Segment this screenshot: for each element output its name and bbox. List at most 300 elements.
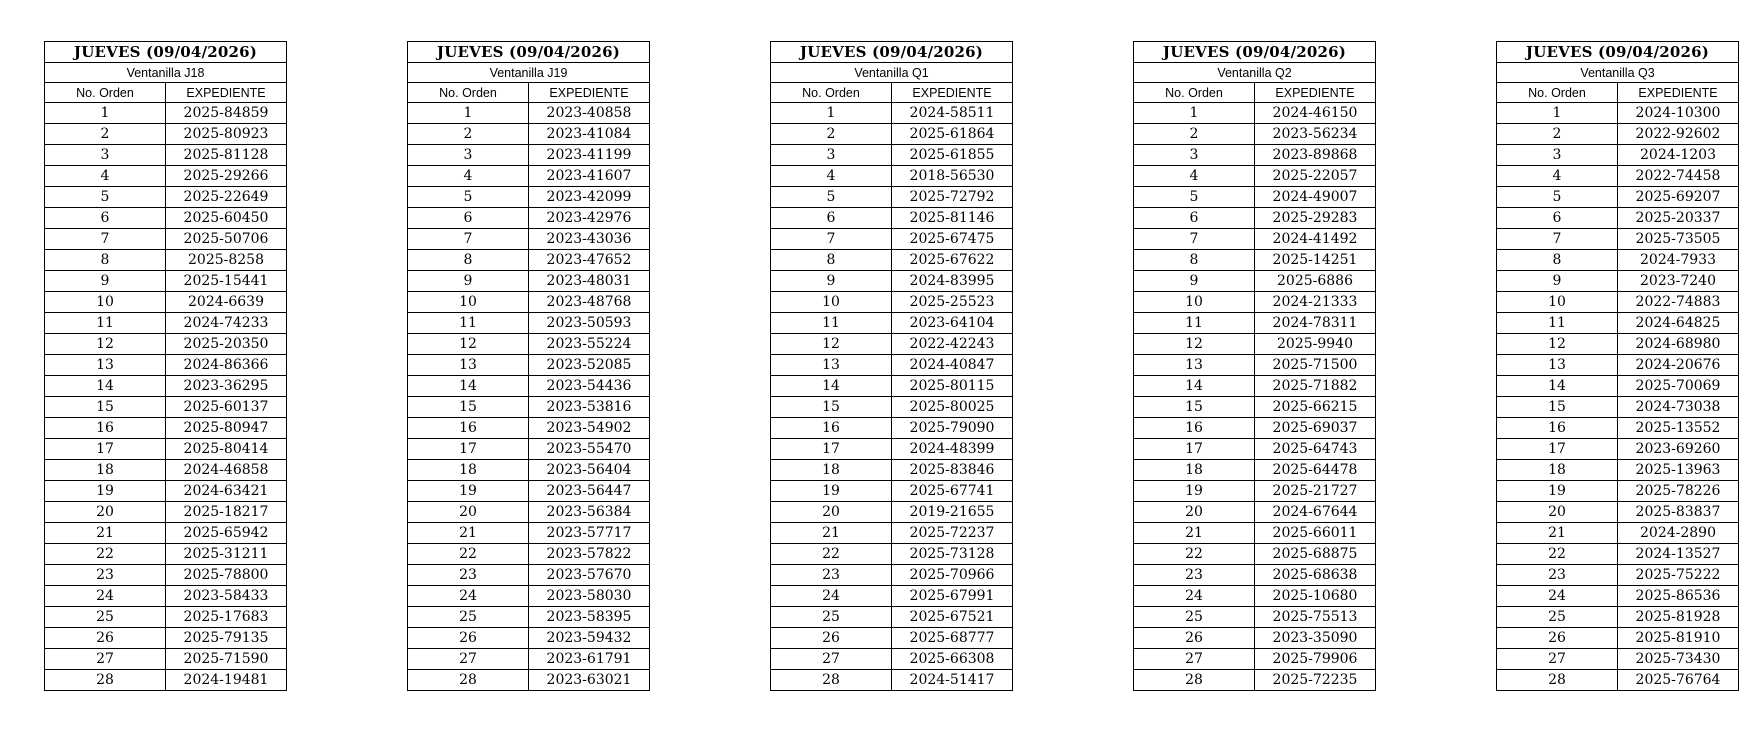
file-number-cell: 2025-71500	[1255, 355, 1376, 376]
table-row	[1134, 481, 1376, 502]
order-number-cell: 11	[1134, 313, 1255, 334]
table-row	[408, 439, 650, 460]
file-number-cell: 2024-48399	[892, 439, 1013, 460]
order-number-cell: 3	[45, 145, 166, 166]
table-row	[1497, 208, 1739, 229]
table-row	[771, 397, 1013, 418]
file-number-cell: 2025-72792	[892, 187, 1013, 208]
order-number-cell: 24	[408, 586, 529, 607]
file-number-cell: 2025-67521	[892, 607, 1013, 628]
table-row	[408, 502, 650, 523]
table-row	[45, 502, 287, 523]
table-row	[408, 481, 650, 502]
file-number-cell: 2025-83846	[892, 460, 1013, 481]
file-number-cell: 2025-22649	[166, 187, 287, 208]
table-row	[408, 250, 650, 271]
table-row	[1134, 313, 1376, 334]
order-number-cell: 10	[1497, 292, 1618, 313]
table-row	[45, 586, 287, 607]
table-row	[1497, 124, 1739, 145]
file-number-cell: 2023-42099	[529, 187, 650, 208]
table-row	[408, 271, 650, 292]
file-number-cell: 2025-70069	[1618, 376, 1739, 397]
table-row	[1134, 334, 1376, 355]
table-row	[408, 523, 650, 544]
table-row	[1497, 418, 1739, 439]
order-number-cell: 21	[45, 523, 166, 544]
file-number-cell: 2025-6886	[1255, 271, 1376, 292]
column-header-order: No. Orden	[408, 83, 529, 103]
order-number-cell: 25	[408, 607, 529, 628]
table-row	[45, 124, 287, 145]
order-number-cell: 10	[408, 292, 529, 313]
file-number-cell: 2023-41607	[529, 166, 650, 187]
table-row	[1497, 586, 1739, 607]
table-row	[1497, 334, 1739, 355]
order-number-cell: 7	[1134, 229, 1255, 250]
order-number-cell: 18	[1134, 460, 1255, 481]
table-body	[408, 103, 650, 691]
order-number-cell: 27	[1134, 649, 1255, 670]
sheet-ventanilla-j18	[44, 41, 286, 691]
table-row	[45, 103, 287, 124]
file-number-cell: 2025-72237	[892, 523, 1013, 544]
order-number-cell: 28	[771, 670, 892, 691]
table-row	[45, 334, 287, 355]
table-body	[45, 103, 287, 691]
order-number-cell: 24	[771, 586, 892, 607]
table-row	[45, 166, 287, 187]
order-number-cell: 6	[771, 208, 892, 229]
file-number-cell: 2025-84859	[166, 103, 287, 124]
order-number-cell: 17	[45, 439, 166, 460]
file-number-cell: 2023-54902	[529, 418, 650, 439]
order-number-cell: 6	[1497, 208, 1618, 229]
file-number-cell: 2025-64478	[1255, 460, 1376, 481]
table-title: JUEVES (09/04/2026)	[1497, 42, 1739, 63]
table-row	[1134, 586, 1376, 607]
file-number-cell: 2023-57717	[529, 523, 650, 544]
order-number-cell: 27	[771, 649, 892, 670]
file-number-cell: 2025-61864	[892, 124, 1013, 145]
file-number-cell: 2024-6639	[166, 292, 287, 313]
file-number-cell: 2025-81128	[166, 145, 287, 166]
queue-table	[1496, 41, 1739, 691]
table-title: JUEVES (09/04/2026)	[408, 42, 650, 63]
file-number-cell: 2025-79135	[166, 628, 287, 649]
file-number-cell: 2025-13963	[1618, 460, 1739, 481]
table-row	[408, 376, 650, 397]
order-number-cell: 21	[1134, 523, 1255, 544]
window-name: Ventanilla Q3	[1497, 63, 1739, 83]
file-number-cell: 2024-7933	[1618, 250, 1739, 271]
file-number-cell: 2025-79090	[892, 418, 1013, 439]
file-number-cell: 2025-66215	[1255, 397, 1376, 418]
file-number-cell: 2025-65942	[166, 523, 287, 544]
file-number-cell: 2025-60450	[166, 208, 287, 229]
table-row	[771, 334, 1013, 355]
table-row	[1134, 607, 1376, 628]
order-number-cell: 14	[45, 376, 166, 397]
table-row	[1134, 208, 1376, 229]
order-number-cell: 15	[1134, 397, 1255, 418]
table-row	[1134, 649, 1376, 670]
order-number-cell: 11	[408, 313, 529, 334]
order-number-cell: 13	[1134, 355, 1255, 376]
order-number-cell: 15	[1497, 397, 1618, 418]
order-number-cell: 19	[1497, 481, 1618, 502]
file-number-cell: 2025-68777	[892, 628, 1013, 649]
order-number-cell: 27	[408, 649, 529, 670]
file-number-cell: 2023-56384	[529, 502, 650, 523]
order-number-cell: 25	[1497, 607, 1618, 628]
order-number-cell: 25	[1134, 607, 1255, 628]
order-number-cell: 23	[45, 565, 166, 586]
table-body	[1497, 103, 1739, 691]
table-row	[45, 229, 287, 250]
table-title: JUEVES (09/04/2026)	[1134, 42, 1376, 63]
order-number-cell: 26	[45, 628, 166, 649]
file-number-cell: 2024-86366	[166, 355, 287, 376]
table-row	[408, 565, 650, 586]
order-number-cell: 24	[1134, 586, 1255, 607]
table-row	[771, 208, 1013, 229]
table-row	[1134, 502, 1376, 523]
order-number-cell: 25	[771, 607, 892, 628]
order-number-cell: 8	[771, 250, 892, 271]
table-row	[771, 670, 1013, 691]
file-number-cell: 2023-43036	[529, 229, 650, 250]
order-number-cell: 4	[1134, 166, 1255, 187]
order-number-cell: 8	[45, 250, 166, 271]
window-name: Ventanilla J18	[45, 63, 287, 83]
order-number-cell: 2	[408, 124, 529, 145]
file-number-cell: 2024-21333	[1255, 292, 1376, 313]
order-number-cell: 16	[45, 418, 166, 439]
queue-table	[44, 41, 287, 691]
order-number-cell: 1	[45, 103, 166, 124]
table-row	[1497, 229, 1739, 250]
table-row	[771, 166, 1013, 187]
file-number-cell: 2025-73505	[1618, 229, 1739, 250]
table-row	[45, 397, 287, 418]
table-row	[1134, 166, 1376, 187]
file-number-cell: 2025-75222	[1618, 565, 1739, 586]
file-number-cell: 2025-71590	[166, 649, 287, 670]
order-number-cell: 13	[771, 355, 892, 376]
file-number-cell: 2025-9940	[1255, 334, 1376, 355]
file-number-cell: 2025-13552	[1618, 418, 1739, 439]
order-number-cell: 19	[771, 481, 892, 502]
file-number-cell: 2024-58511	[892, 103, 1013, 124]
queue-table	[407, 41, 650, 691]
order-number-cell: 17	[1497, 439, 1618, 460]
table-row	[1497, 271, 1739, 292]
table-row	[1497, 145, 1739, 166]
order-number-cell: 3	[408, 145, 529, 166]
order-number-cell: 6	[408, 208, 529, 229]
file-number-cell: 2025-64743	[1255, 439, 1376, 460]
file-number-cell: 2025-80025	[892, 397, 1013, 418]
file-number-cell: 2024-64825	[1618, 313, 1739, 334]
file-number-cell: 2025-68638	[1255, 565, 1376, 586]
table-row	[771, 439, 1013, 460]
file-number-cell: 2025-67622	[892, 250, 1013, 271]
order-number-cell: 23	[1497, 565, 1618, 586]
order-number-cell: 13	[45, 355, 166, 376]
table-row	[408, 124, 650, 145]
order-number-cell: 21	[771, 523, 892, 544]
file-number-cell: 2023-59432	[529, 628, 650, 649]
table-row	[45, 481, 287, 502]
order-number-cell: 22	[45, 544, 166, 565]
order-number-cell: 2	[771, 124, 892, 145]
order-number-cell: 22	[1497, 544, 1618, 565]
table-row	[1134, 397, 1376, 418]
order-number-cell: 12	[408, 334, 529, 355]
file-number-cell: 2023-7240	[1618, 271, 1739, 292]
order-number-cell: 10	[771, 292, 892, 313]
table-row	[1497, 250, 1739, 271]
order-number-cell: 5	[1134, 187, 1255, 208]
file-number-cell: 2025-79906	[1255, 649, 1376, 670]
table-row	[771, 418, 1013, 439]
order-number-cell: 15	[408, 397, 529, 418]
order-number-cell: 4	[771, 166, 892, 187]
file-number-cell: 2025-78800	[166, 565, 287, 586]
table-row	[771, 229, 1013, 250]
table-row	[1497, 502, 1739, 523]
file-number-cell: 2023-56447	[529, 481, 650, 502]
order-number-cell: 12	[1134, 334, 1255, 355]
table-row	[1497, 397, 1739, 418]
file-number-cell: 2023-48768	[529, 292, 650, 313]
table-row	[408, 649, 650, 670]
table-row	[45, 271, 287, 292]
order-number-cell: 14	[408, 376, 529, 397]
order-number-cell: 19	[1134, 481, 1255, 502]
table-row	[1497, 544, 1739, 565]
table-row	[1497, 292, 1739, 313]
order-number-cell: 9	[1497, 271, 1618, 292]
file-number-cell: 2023-40858	[529, 103, 650, 124]
table-row	[1497, 649, 1739, 670]
order-number-cell: 12	[1497, 334, 1618, 355]
file-number-cell: 2023-61791	[529, 649, 650, 670]
file-number-cell: 2024-49007	[1255, 187, 1376, 208]
file-number-cell: 2025-76764	[1618, 670, 1739, 691]
column-header-order: No. Orden	[1497, 83, 1618, 103]
table-row	[771, 271, 1013, 292]
window-name: Ventanilla Q1	[771, 63, 1013, 83]
order-number-cell: 4	[408, 166, 529, 187]
table-row	[1134, 460, 1376, 481]
table-row	[1134, 376, 1376, 397]
order-number-cell: 7	[408, 229, 529, 250]
file-number-cell: 2025-80414	[166, 439, 287, 460]
file-number-cell: 2023-36295	[166, 376, 287, 397]
table-row	[1134, 418, 1376, 439]
queue-table	[770, 41, 1013, 691]
file-number-cell: 2025-86536	[1618, 586, 1739, 607]
file-number-cell: 2023-89868	[1255, 145, 1376, 166]
table-row	[1134, 145, 1376, 166]
sheet-ventanilla-q2	[1133, 41, 1375, 691]
table-row	[1134, 565, 1376, 586]
table-row	[771, 628, 1013, 649]
order-number-cell: 23	[771, 565, 892, 586]
file-number-cell: 2025-81928	[1618, 607, 1739, 628]
file-number-cell: 2025-18217	[166, 502, 287, 523]
table-row	[1497, 460, 1739, 481]
table-row	[1497, 376, 1739, 397]
order-number-cell: 18	[45, 460, 166, 481]
table-row	[1497, 628, 1739, 649]
order-number-cell: 11	[771, 313, 892, 334]
file-number-cell: 2025-66011	[1255, 523, 1376, 544]
order-number-cell: 10	[45, 292, 166, 313]
queue-table	[1133, 41, 1376, 691]
order-number-cell: 22	[1134, 544, 1255, 565]
table-row	[771, 355, 1013, 376]
order-number-cell: 5	[45, 187, 166, 208]
order-number-cell: 27	[1497, 649, 1618, 670]
order-number-cell: 2	[1497, 124, 1618, 145]
order-number-cell: 25	[45, 607, 166, 628]
table-row	[1497, 439, 1739, 460]
table-row	[45, 628, 287, 649]
file-number-cell: 2023-47652	[529, 250, 650, 271]
file-number-cell: 2025-69207	[1618, 187, 1739, 208]
file-number-cell: 2023-35090	[1255, 628, 1376, 649]
order-number-cell: 24	[1497, 586, 1618, 607]
file-number-cell: 2025-67741	[892, 481, 1013, 502]
order-number-cell: 6	[1134, 208, 1255, 229]
table-row	[408, 397, 650, 418]
order-number-cell: 19	[45, 481, 166, 502]
table-row	[771, 124, 1013, 145]
order-number-cell: 20	[45, 502, 166, 523]
order-number-cell: 17	[771, 439, 892, 460]
file-number-cell: 2023-55224	[529, 334, 650, 355]
file-number-cell: 2025-81146	[892, 208, 1013, 229]
table-row	[408, 334, 650, 355]
file-number-cell: 2024-1203	[1618, 145, 1739, 166]
column-header-order: No. Orden	[1134, 83, 1255, 103]
order-number-cell: 28	[408, 670, 529, 691]
file-number-cell: 2025-15441	[166, 271, 287, 292]
order-number-cell: 4	[45, 166, 166, 187]
table-row	[771, 523, 1013, 544]
order-number-cell: 21	[1497, 523, 1618, 544]
order-number-cell: 15	[771, 397, 892, 418]
table-row	[408, 229, 650, 250]
file-number-cell: 2023-69260	[1618, 439, 1739, 460]
order-number-cell: 21	[408, 523, 529, 544]
table-row	[1497, 481, 1739, 502]
table-row	[408, 607, 650, 628]
file-number-cell: 2025-67475	[892, 229, 1013, 250]
order-number-cell: 5	[1497, 187, 1618, 208]
file-number-cell: 2023-52085	[529, 355, 650, 376]
order-number-cell: 2	[1134, 124, 1255, 145]
sheet-ventanilla-q3	[1496, 41, 1738, 691]
table-row	[45, 565, 287, 586]
file-number-cell: 2025-80947	[166, 418, 287, 439]
table-row	[771, 481, 1013, 502]
order-number-cell: 23	[1134, 565, 1255, 586]
file-number-cell: 2024-73038	[1618, 397, 1739, 418]
table-row	[1497, 565, 1739, 586]
table-body	[771, 103, 1013, 691]
column-header-order: No. Orden	[45, 83, 166, 103]
file-number-cell: 2019-21655	[892, 502, 1013, 523]
file-number-cell: 2024-83995	[892, 271, 1013, 292]
table-row	[771, 649, 1013, 670]
column-header-file: EXPEDIENTE	[529, 83, 650, 103]
table-row	[1134, 670, 1376, 691]
order-number-cell: 8	[1134, 250, 1255, 271]
file-number-cell: 2025-73128	[892, 544, 1013, 565]
file-number-cell: 2025-83837	[1618, 502, 1739, 523]
order-number-cell: 9	[771, 271, 892, 292]
table-row	[1497, 670, 1739, 691]
file-number-cell: 2024-67644	[1255, 502, 1376, 523]
table-row	[771, 376, 1013, 397]
table-row	[45, 670, 287, 691]
table-row	[408, 145, 650, 166]
file-number-cell: 2025-71882	[1255, 376, 1376, 397]
table-row	[771, 460, 1013, 481]
file-number-cell: 2025-61855	[892, 145, 1013, 166]
table-row	[45, 376, 287, 397]
file-number-cell: 2025-60137	[166, 397, 287, 418]
table-row	[771, 145, 1013, 166]
order-number-cell: 7	[771, 229, 892, 250]
file-number-cell: 2025-8258	[166, 250, 287, 271]
table-row	[408, 355, 650, 376]
file-number-cell: 2024-2890	[1618, 523, 1739, 544]
table-row	[45, 250, 287, 271]
order-number-cell: 1	[1134, 103, 1255, 124]
order-number-cell: 3	[771, 145, 892, 166]
order-number-cell: 3	[1134, 145, 1255, 166]
table-row	[408, 586, 650, 607]
table-row	[45, 607, 287, 628]
table-title: JUEVES (09/04/2026)	[45, 42, 287, 63]
file-number-cell: 2023-58030	[529, 586, 650, 607]
column-header-order: No. Orden	[771, 83, 892, 103]
table-row	[1134, 628, 1376, 649]
order-number-cell: 20	[1497, 502, 1618, 523]
file-number-cell: 2024-13527	[1618, 544, 1739, 565]
table-row	[1497, 313, 1739, 334]
order-number-cell: 14	[1497, 376, 1618, 397]
window-name: Ventanilla J19	[408, 63, 650, 83]
file-number-cell: 2025-31211	[166, 544, 287, 565]
file-number-cell: 2022-42243	[892, 334, 1013, 355]
table-row	[1497, 355, 1739, 376]
file-number-cell: 2025-20337	[1618, 208, 1739, 229]
order-number-cell: 23	[408, 565, 529, 586]
order-number-cell: 10	[1134, 292, 1255, 313]
table-row	[408, 187, 650, 208]
order-number-cell: 16	[1134, 418, 1255, 439]
file-number-cell: 2024-46150	[1255, 103, 1376, 124]
order-number-cell: 16	[408, 418, 529, 439]
table-row	[771, 187, 1013, 208]
table-row	[1497, 523, 1739, 544]
